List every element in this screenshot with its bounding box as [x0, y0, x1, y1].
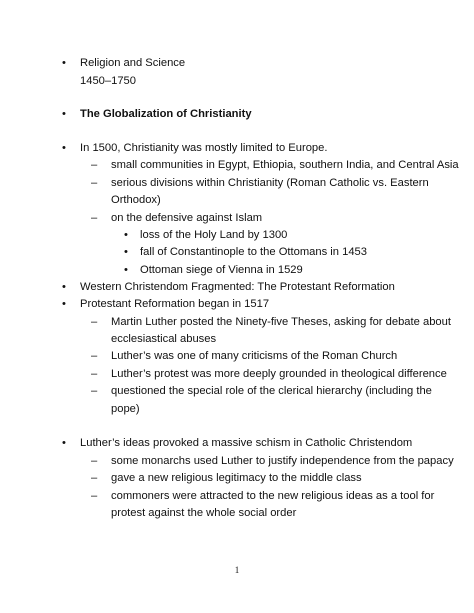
list-item: serious divisions within Christianity (Roman Catholic vs. Eastern	[111, 177, 429, 189]
list-item-continuation: Orthodox)	[111, 194, 161, 206]
date-range: 1450–1750	[80, 75, 136, 87]
bullet-marker: •	[124, 246, 128, 258]
list-item: commoners were attracted to the new religious ideas as a tool for	[111, 490, 435, 502]
list-item: Luther’s was one of many criticisms of the Roman Church	[111, 350, 398, 362]
list-item: small communities in Egypt, Ethiopia, southern India, and Central Asia	[111, 159, 459, 171]
list-item: Western Christendom Fragmented: The Protestant Reformation	[80, 281, 395, 293]
dash-marker: –	[91, 455, 98, 467]
list-item: In 1500, Christianity was mostly limited to Europe.	[80, 142, 328, 154]
bullet-marker: •	[124, 229, 128, 241]
bullet-marker: •	[124, 264, 128, 276]
list-item: gave a new religious legitimacy to the middle class	[111, 472, 362, 484]
bullet-marker: •	[62, 57, 66, 69]
bullet-marker: •	[62, 142, 66, 154]
bullet-marker: •	[62, 108, 66, 120]
bullet-marker: •	[62, 281, 66, 293]
list-item-continuation: pope)	[111, 403, 140, 415]
bullet-marker: •	[62, 298, 66, 310]
dash-marker: –	[91, 472, 98, 484]
page-number: 1	[234, 565, 240, 575]
dash-marker: –	[91, 177, 98, 189]
list-item: Martin Luther posted the Ninety-five Theses, asking for debate about	[111, 316, 451, 328]
list-item: questioned the special role of the clerical hierarchy (including the	[111, 385, 432, 397]
list-item: Luther’s ideas provoked a massive schism in Catholic Christendom	[80, 437, 413, 449]
dash-marker: –	[91, 212, 98, 224]
bullet-marker: •	[62, 437, 66, 449]
list-item: loss of the Holy Land by 1300	[140, 229, 288, 241]
section-heading: The Globalization of Christianity	[80, 108, 252, 120]
dash-marker: –	[91, 490, 98, 502]
list-item: Protestant Reformation began in 1517	[80, 298, 270, 310]
dash-marker: –	[91, 368, 98, 380]
dash-marker: –	[91, 159, 98, 171]
list-item-continuation: protest against the whole social order	[111, 507, 297, 519]
list-item: on the defensive against Islam	[111, 212, 263, 224]
dash-marker: –	[91, 350, 98, 362]
list-item: Luther’s protest was more deeply grounded in theological difference	[111, 368, 447, 380]
dash-marker: –	[91, 316, 98, 328]
list-item-continuation: ecclesiastical abuses	[111, 333, 217, 345]
dash-marker: –	[91, 385, 98, 397]
heading-religion-science: Religion and Science	[80, 57, 186, 69]
list-item: some monarchs used Luther to justify independence from the papacy	[111, 455, 454, 467]
list-item: fall of Constantinople to the Ottomans in 1453	[140, 246, 368, 258]
list-item: Ottoman siege of Vienna in 1529	[140, 264, 303, 276]
